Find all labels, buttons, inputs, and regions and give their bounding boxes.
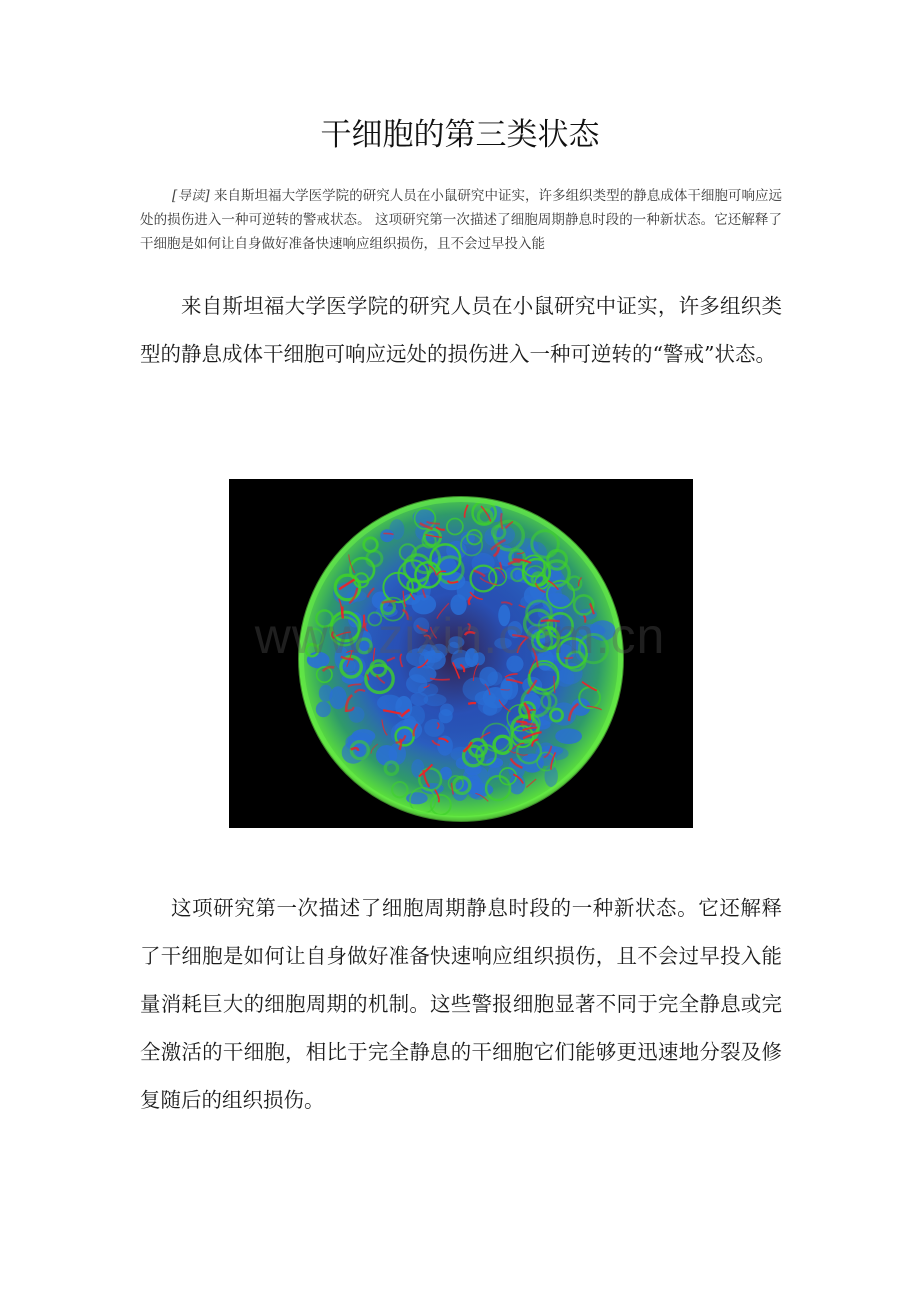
body-paragraph-2: 这项研究第一次描述了细胞周期静息时段的一种新状态。它还解释了干细胞是如何让自身做好准备快速响应组织损伤，且不会过早投入能量消耗巨大的细胞周期的机制。这些警报细胞显著不同于完全静息或完全激活的干细胞，相比于完全静息的干细胞它们能够更迅速地分裂及修复随后的组织损伤。 bbox=[140, 896, 782, 1112]
body-paragraph-1: 来自斯坦福大学医学院的研究人员在小鼠研究中证实，许多组织类型的静息成体干细胞可响应远处的损伤进入一种可逆转的“警戒”状态。 bbox=[140, 294, 782, 366]
nucleus-blob bbox=[439, 709, 453, 723]
stem-cell-micrograph bbox=[229, 479, 693, 828]
nucleus-blob bbox=[506, 656, 523, 673]
filament-strand bbox=[541, 620, 560, 621]
nucleus-blob bbox=[316, 701, 331, 717]
filament-strand bbox=[468, 703, 476, 704]
filament-strand bbox=[363, 615, 364, 629]
nucleus-blob bbox=[448, 642, 460, 655]
filament-strand bbox=[520, 724, 535, 725]
lead-tag: [导读] bbox=[172, 188, 210, 204]
lead-text: 来自斯坦福大学医学院的研究人员在小鼠研究中证实，许多组织类型的静息成体干细胞可响应远处的损伤进入一种可逆转的警戒状态。 这项研究第一次描述了细胞周期静息时段的一种新状态。它还解释了干细胞是如何让自身做好准备快速响应组织损伤，且不会过早投入能 bbox=[140, 188, 782, 252]
watermark: www.zixin.com.cn bbox=[254, 608, 666, 664]
filament-strand bbox=[501, 689, 510, 690]
nucleus-blob bbox=[319, 685, 333, 702]
nucleus-blob bbox=[389, 519, 404, 540]
nucleus-blob bbox=[494, 638, 512, 649]
nucleus-blob bbox=[307, 652, 330, 668]
nucleus-blob bbox=[498, 605, 510, 627]
nucleus-blob bbox=[406, 674, 427, 693]
filament-strand bbox=[565, 657, 574, 658]
nucleus-blob bbox=[412, 594, 437, 614]
nucleus-blob bbox=[488, 671, 503, 685]
page-title: 干细胞的第三类状态 bbox=[320, 117, 600, 153]
nucleus-blob bbox=[424, 694, 447, 706]
lead-paragraph bbox=[140, 184, 782, 256]
nucleus-blob bbox=[478, 696, 503, 715]
micrograph-image bbox=[229, 479, 693, 828]
nucleus-blob bbox=[349, 707, 365, 723]
nucleus-blob bbox=[465, 648, 479, 667]
nucleus-blob bbox=[555, 728, 582, 744]
